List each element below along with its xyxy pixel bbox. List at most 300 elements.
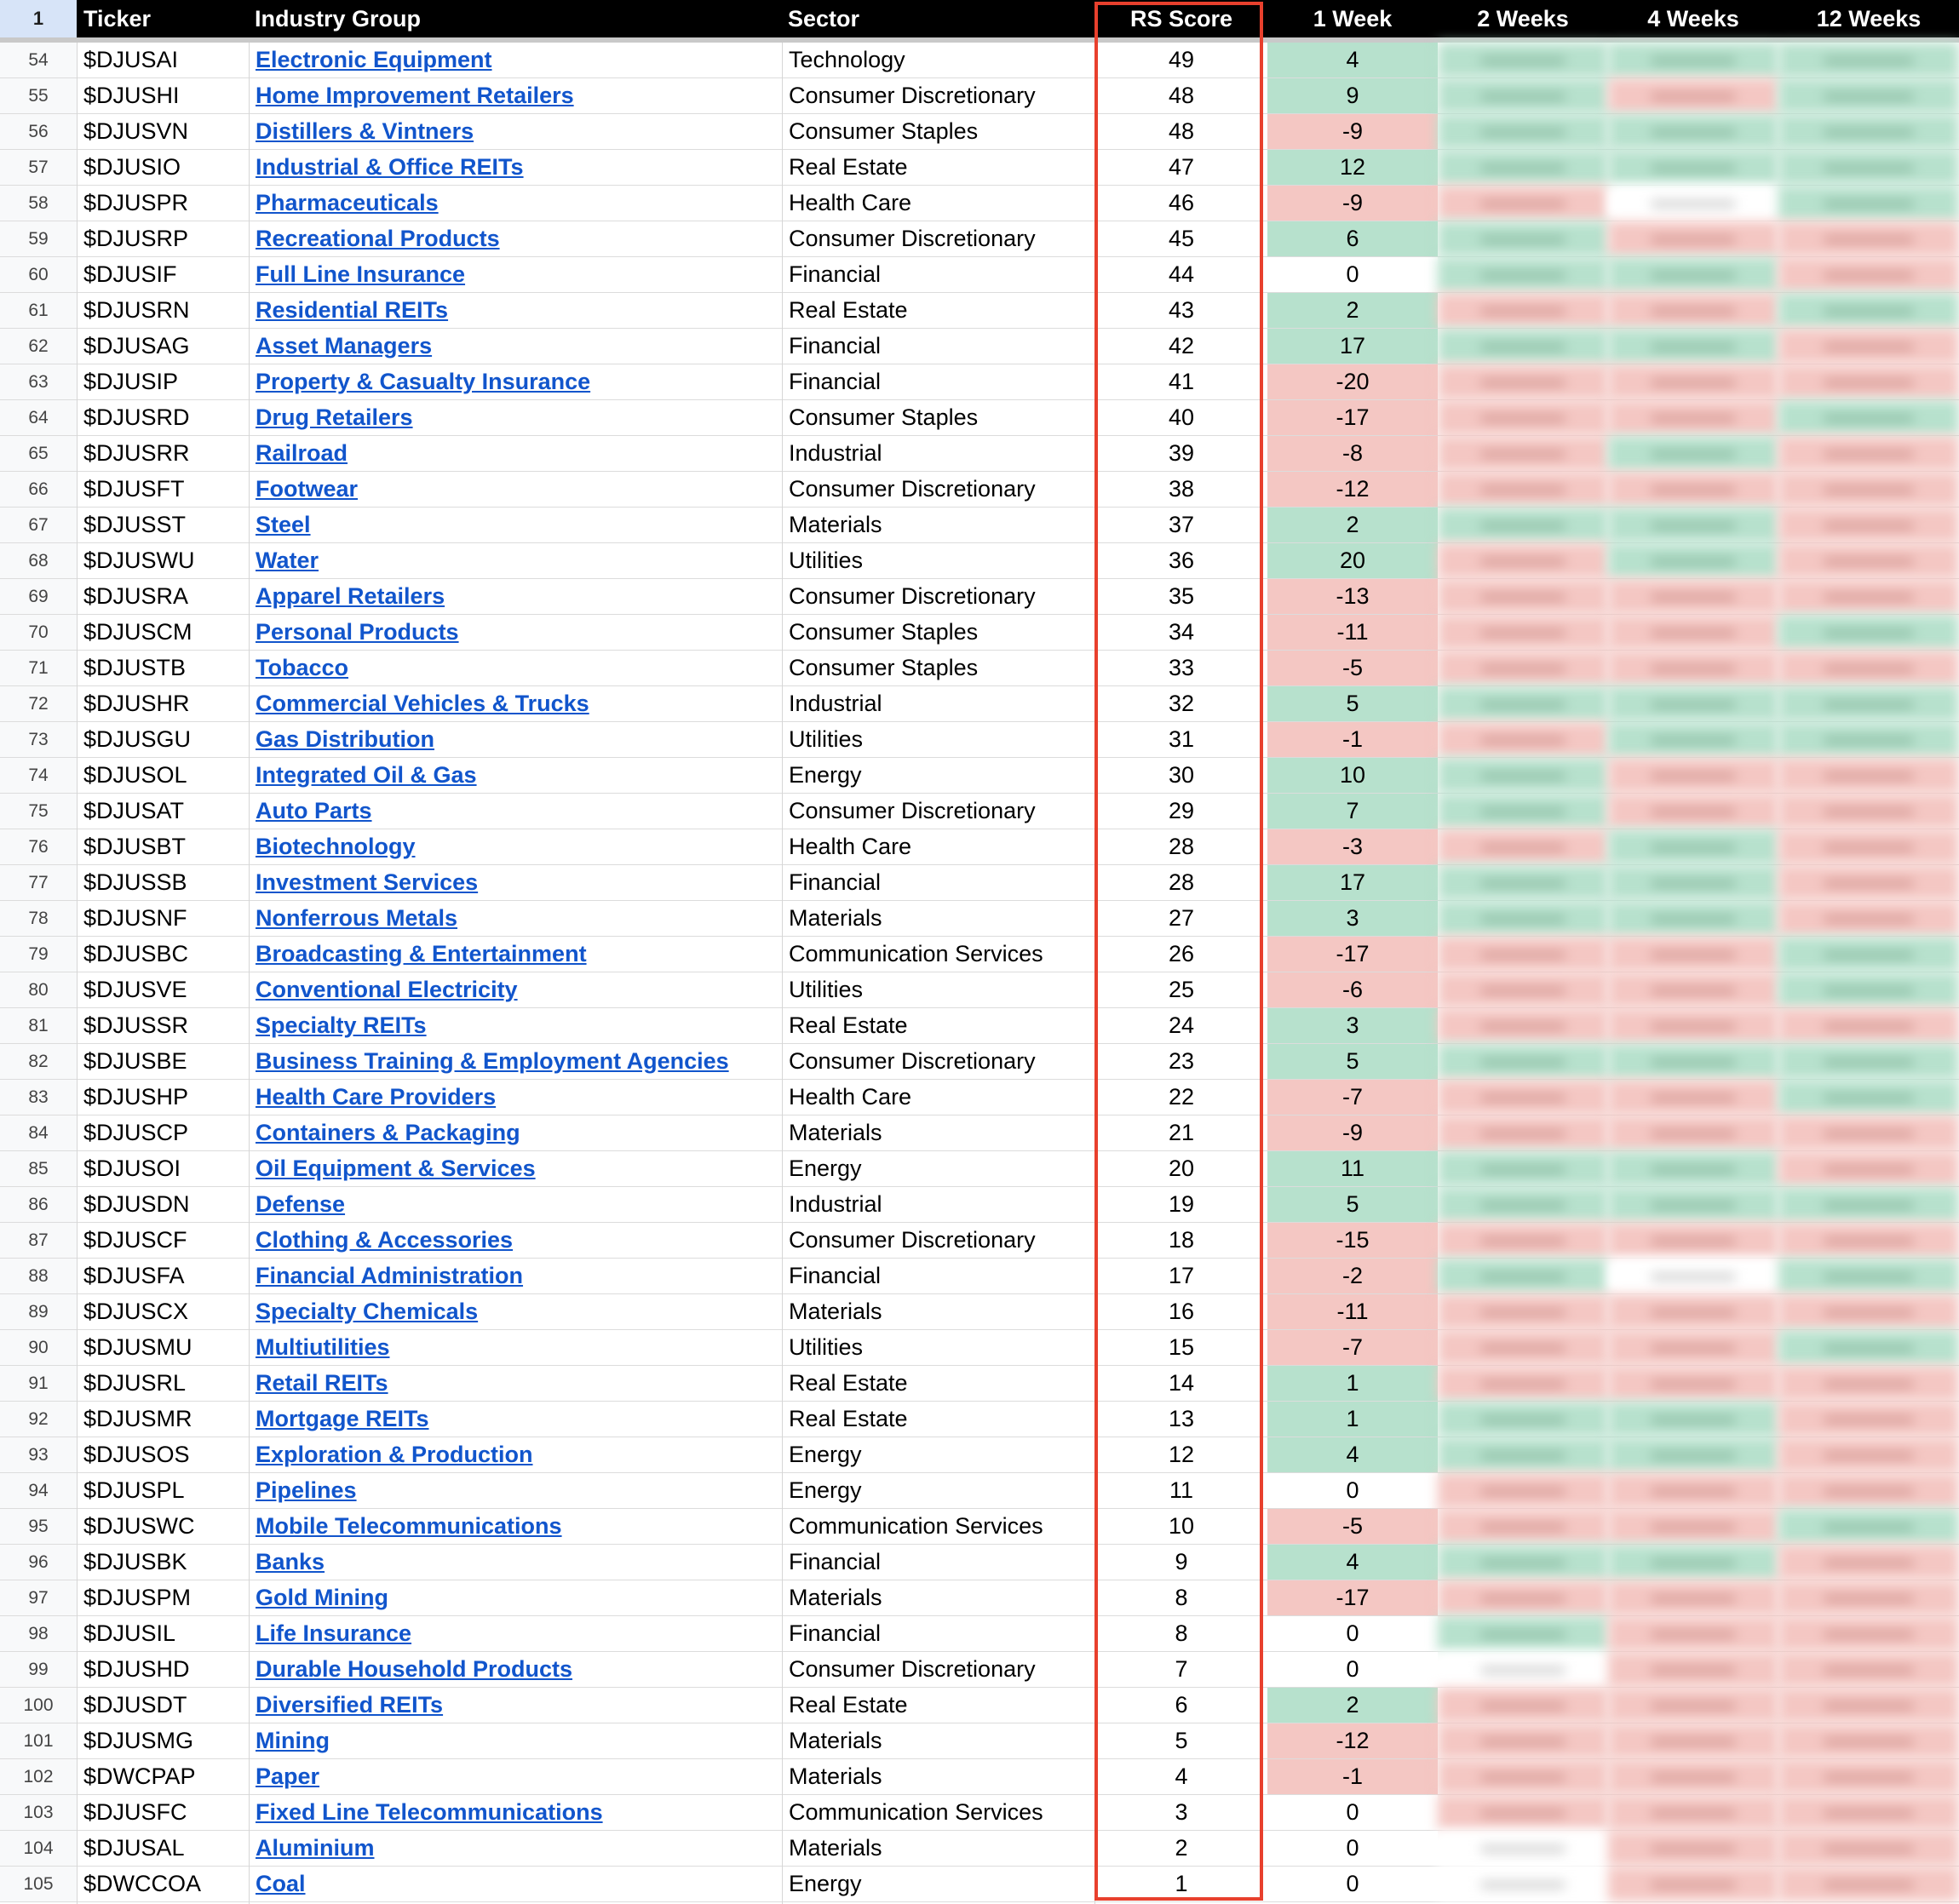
week1-change-cell[interactable]: -8 [1267,436,1438,471]
sector-cell[interactable]: Utilities [789,726,864,752]
row-number[interactable]: 68 [0,543,78,578]
ticker-cell[interactable]: $DJUSMR [83,1406,192,1431]
industry-group-link[interactable]: Full Line Insurance [256,261,466,287]
industry-group-link[interactable]: Pipelines [256,1477,357,1503]
ticker-cell[interactable]: $DJUSAG [83,333,190,358]
industry-group-cell[interactable] [256,1008,427,1043]
rs-score-cell[interactable]: 39 [1168,440,1195,466]
ticker-cell[interactable]: $DJUSCX [83,1299,189,1324]
week1-change-cell[interactable]: -20 [1267,364,1438,399]
table-row[interactable] [0,1652,1959,1688]
row-number[interactable]: 75 [0,794,78,829]
sector-cell[interactable]: Energy [789,762,862,788]
rs-score-cell[interactable]: 38 [1168,476,1195,502]
industry-group-cell[interactable] [256,221,500,256]
sector-cell[interactable]: Industrial [789,691,882,716]
industry-group-link[interactable]: Tobacco [256,655,349,680]
rs-score-cell[interactable]: 32 [1168,691,1195,716]
industry-group-link[interactable]: Drug Retailers [256,404,413,430]
week1-change-cell[interactable]: 0 [1267,1867,1438,1901]
row-number[interactable]: 104 [0,1831,78,1866]
table-row[interactable] [0,686,1959,722]
row-number[interactable]: 97 [0,1580,78,1615]
industry-group-link[interactable]: Gas Distribution [256,726,435,752]
rs-score-cell[interactable]: 35 [1168,583,1195,609]
row-number[interactable]: 70 [0,615,78,650]
sector-cell[interactable]: Communication Services [789,1513,1043,1539]
industry-group-link[interactable]: Durable Household Products [256,1656,573,1682]
ticker-cell[interactable]: $DJUSIF [83,261,177,287]
industry-group-cell[interactable] [256,1580,388,1615]
ticker-cell[interactable]: $DJUSBC [83,941,189,966]
industry-group-link[interactable]: Footwear [256,476,359,502]
row-number[interactable]: 66 [0,472,78,507]
table-row[interactable] [0,43,1959,78]
table-row[interactable] [0,1831,1959,1867]
table-row[interactable] [0,1080,1959,1115]
industry-group-cell[interactable] [256,436,348,471]
ticker-cell[interactable]: $DJUSRA [83,583,189,609]
table-row[interactable] [0,543,1959,579]
rs-score-cell[interactable]: 19 [1168,1191,1195,1217]
table-row[interactable] [0,651,1959,686]
week1-change-cell[interactable]: 10 [1267,758,1438,793]
week1-change-cell[interactable]: -13 [1267,579,1438,614]
table-row[interactable] [0,1151,1959,1187]
week1-change-cell[interactable]: 0 [1267,257,1438,292]
ticker-cell[interactable]: $DJUSIP [83,369,179,394]
table-row[interactable] [0,436,1959,472]
row-number[interactable]: 67 [0,508,78,542]
row-number[interactable]: 99 [0,1652,78,1687]
week1-change-cell[interactable]: -11 [1267,615,1438,650]
rs-score-cell[interactable]: 12 [1168,1442,1195,1467]
rs-score-cell[interactable]: 46 [1168,190,1195,215]
sector-cell[interactable]: Financial [789,1620,882,1646]
sector-cell[interactable]: Consumer Staples [789,118,979,144]
row-number[interactable]: 60 [0,257,78,292]
sector-cell[interactable]: Consumer Discretionary [789,1227,1036,1253]
week2-column-header[interactable]: 2 Weeks [1477,6,1569,32]
table-row[interactable] [0,1616,1959,1652]
industry-group-link[interactable]: Broadcasting & Entertainment [256,941,587,966]
rs-score-cell[interactable]: 28 [1168,869,1195,895]
industry-group-link[interactable]: Apparel Retailers [256,583,445,609]
rs-score-cell[interactable]: 24 [1168,1012,1195,1038]
table-row[interactable] [0,579,1959,615]
table-row[interactable] [0,1759,1959,1795]
ticker-cell[interactable]: $DJUSRD [83,404,190,430]
industry-group-cell[interactable] [256,508,311,542]
table-row[interactable] [0,400,1959,436]
week1-change-cell[interactable]: 1 [1267,1402,1438,1437]
table-row[interactable] [0,1437,1959,1473]
industry-group-cell[interactable] [256,651,348,685]
week1-change-cell[interactable]: 2 [1267,293,1438,328]
rs-score-cell[interactable]: 48 [1168,83,1195,108]
industry-group-link[interactable]: Diversified REITs [256,1692,444,1718]
industry-group-cell[interactable] [256,1867,306,1901]
ticker-cell[interactable]: $DJUSHD [83,1656,190,1682]
ticker-cell[interactable]: $DJUSHP [83,1084,189,1110]
ticker-cell[interactable]: $DJUSCM [83,619,192,645]
row-number[interactable]: 59 [0,221,78,256]
table-row[interactable] [0,1044,1959,1080]
week1-change-cell[interactable]: -12 [1267,472,1438,507]
ticker-cell[interactable]: $DJUSCF [83,1227,187,1253]
week1-change-cell[interactable]: 0 [1267,1652,1438,1687]
rs-score-cell[interactable]: 17 [1168,1263,1195,1288]
rs-score-cell[interactable]: 30 [1168,762,1195,788]
week1-change-cell[interactable]: -12 [1267,1723,1438,1758]
rs-score-cell[interactable]: 37 [1168,512,1195,537]
sector-cell[interactable]: Consumer Discretionary [789,583,1036,609]
sector-cell[interactable]: Real Estate [789,1370,908,1396]
ticker-cell[interactable]: $DJUSGU [83,726,192,752]
table-row[interactable] [0,758,1959,794]
industry-group-cell[interactable] [256,1044,729,1079]
row-number[interactable]: 79 [0,937,78,972]
row-number[interactable]: 84 [0,1115,78,1150]
industry-group-cell[interactable] [256,1652,572,1687]
row-number[interactable]: 57 [0,150,78,185]
row-number[interactable]: 82 [0,1044,78,1079]
sector-cell[interactable]: Utilities [789,548,864,573]
industry-group-cell[interactable] [256,865,478,900]
row-number[interactable]: 92 [0,1402,78,1437]
row-number[interactable]: 78 [0,901,78,936]
sector-cell[interactable]: Real Estate [789,1406,908,1431]
ticker-column-header[interactable]: Ticker [83,6,152,32]
week1-change-cell[interactable]: -11 [1267,1294,1438,1329]
table-row[interactable] [0,1294,1959,1330]
row-number[interactable]: 89 [0,1294,78,1329]
sector-cell[interactable]: Consumer Discretionary [789,226,1036,251]
sector-cell[interactable]: Communication Services [789,941,1043,966]
rs-score-cell[interactable]: 40 [1168,404,1195,430]
rs-score-cell[interactable]: 49 [1168,47,1195,72]
rs-score-cell[interactable]: 33 [1168,655,1195,680]
rs-score-cell[interactable]: 8 [1175,1585,1188,1610]
industry-group-cell[interactable] [256,937,587,972]
industry-group-cell[interactable] [256,257,465,292]
industry-group-cell[interactable] [256,1473,357,1508]
rs-score-cell[interactable]: 10 [1168,1513,1195,1539]
industry-group-link[interactable]: Pharmaceuticals [256,190,439,215]
ticker-cell[interactable]: $DJUSSB [83,869,187,895]
week1-change-cell[interactable]: 0 [1267,1795,1438,1830]
rs-score-cell[interactable]: 26 [1168,941,1195,966]
industry-group-link[interactable]: Home Improvement Retailers [256,83,574,108]
rs-score-cell[interactable]: 41 [1168,369,1195,394]
week1-change-cell[interactable]: 1 [1267,1366,1438,1401]
table-row[interactable] [0,364,1959,400]
table-row[interactable] [0,1259,1959,1294]
week1-change-cell[interactable]: 3 [1267,1008,1438,1043]
sector-cell[interactable]: Real Estate [789,154,908,180]
row-number[interactable]: 95 [0,1509,78,1544]
industry-group-link[interactable]: Conventional Electricity [256,977,518,1002]
industry-group-link[interactable]: Life Insurance [256,1620,412,1646]
rs-score-cell[interactable]: 11 [1169,1477,1194,1503]
row-number[interactable]: 65 [0,436,78,471]
industry-group-link[interactable]: Containers & Packaging [256,1120,520,1145]
row-number[interactable]: 93 [0,1437,78,1472]
ticker-cell[interactable]: $DJUSHR [83,691,190,716]
industry-group-cell[interactable] [256,1294,478,1329]
industry-group-cell[interactable] [256,1616,411,1651]
industry-group-cell[interactable] [256,364,590,399]
table-row[interactable] [0,1223,1959,1259]
ticker-cell[interactable]: $DJUSSR [83,1012,189,1038]
table-row[interactable] [0,114,1959,150]
week1-change-cell[interactable]: -1 [1267,1759,1438,1794]
sector-cell[interactable]: Materials [789,1835,882,1861]
ticker-cell[interactable]: $DJUSAI [83,47,179,72]
sector-cell[interactable]: Industrial [789,1191,882,1217]
industry-group-link[interactable]: Health Care Providers [256,1084,497,1110]
row-number[interactable]: 100 [0,1688,78,1723]
ticker-cell[interactable]: $DJUSRR [83,440,190,466]
row-number-header[interactable]: 1 [0,0,77,37]
industry-group-link[interactable]: Commercial Vehicles & Trucks [256,691,589,716]
industry-group-cell[interactable] [256,1259,523,1293]
table-row[interactable] [0,472,1959,508]
industry-group-link[interactable]: Nonferrous Metals [256,905,458,931]
industry-group-link[interactable]: Defense [256,1191,346,1217]
sector-cell[interactable]: Financial [789,333,882,358]
sector-cell[interactable]: Real Estate [789,1012,908,1038]
industry-group-cell[interactable] [256,150,524,185]
table-row[interactable] [0,293,1959,329]
ticker-cell[interactable]: $DJUSIO [83,154,181,180]
sector-cell[interactable]: Consumer Discretionary [789,83,1036,108]
rs-score-cell[interactable]: 42 [1168,333,1195,358]
industry-group-cell[interactable] [256,543,319,578]
sector-cell[interactable]: Technology [789,47,905,72]
table-row[interactable] [0,972,1959,1008]
rs-score-cell[interactable]: 18 [1168,1227,1195,1253]
rs-score-cell[interactable]: 14 [1168,1370,1195,1396]
rs-score-cell[interactable]: 4 [1175,1763,1188,1789]
week1-change-cell[interactable]: 17 [1267,865,1438,900]
industry-group-link[interactable]: Biotechnology [256,834,416,859]
industry-group-cell[interactable] [256,1509,562,1544]
week1-change-cell[interactable]: 0 [1267,1831,1438,1866]
industry-group-cell[interactable] [256,829,416,864]
ticker-cell[interactable]: $DJUSIL [83,1620,176,1646]
rs-score-cell[interactable]: 21 [1168,1120,1195,1145]
table-row[interactable] [0,150,1959,186]
table-row[interactable] [0,1187,1959,1223]
industry-group-link[interactable]: Auto Parts [256,798,372,823]
week1-change-cell[interactable]: 0 [1267,1616,1438,1651]
industry-group-link[interactable]: Exploration & Production [256,1442,533,1467]
week1-change-cell[interactable]: 5 [1267,1187,1438,1222]
industry-group-cell[interactable] [256,901,457,936]
industry-group-link[interactable]: Railroad [256,440,348,466]
row-number[interactable]: 76 [0,829,78,864]
table-row[interactable] [0,1509,1959,1545]
week12-column-header[interactable]: 12 Weeks [1816,6,1922,32]
industry-group-cell[interactable] [256,972,518,1007]
week1-change-cell[interactable]: -5 [1267,651,1438,685]
row-number[interactable]: 91 [0,1366,78,1401]
week1-change-cell[interactable]: -17 [1267,400,1438,435]
rs-score-cell[interactable]: 13 [1168,1406,1195,1431]
industry-group-link[interactable]: Financial Administration [256,1263,524,1288]
row-number[interactable]: 88 [0,1259,78,1293]
table-row[interactable] [0,1366,1959,1402]
week1-change-cell[interactable]: -9 [1267,1115,1438,1150]
rs-score-cell[interactable]: 6 [1175,1692,1188,1718]
industry-group-link[interactable]: Paper [256,1763,320,1789]
table-row[interactable] [0,1545,1959,1580]
sector-cell[interactable]: Real Estate [789,1692,908,1718]
industry-group-link[interactable]: Mortgage REITs [256,1406,429,1431]
industry-group-cell[interactable] [256,1831,375,1866]
ticker-cell[interactable]: $DJUSAT [83,798,185,823]
industry-group-link[interactable]: Mining [256,1728,330,1753]
ticker-cell[interactable]: $DJUSRN [83,297,190,323]
sector-column-header[interactable]: Sector [788,6,860,32]
industry-group-cell[interactable] [256,615,459,650]
sector-cell[interactable]: Materials [789,905,882,931]
week1-change-cell[interactable]: -17 [1267,1580,1438,1615]
industry-group-cell[interactable] [256,686,589,721]
week1-change-cell[interactable]: 5 [1267,1044,1438,1079]
ticker-cell[interactable]: $DJUSDN [83,1191,190,1217]
table-row[interactable] [0,722,1959,758]
sector-cell[interactable]: Utilities [789,977,864,1002]
sector-cell[interactable]: Consumer Discretionary [789,1048,1036,1074]
industry-group-cell[interactable] [256,1366,388,1401]
week1-change-cell[interactable]: -7 [1267,1080,1438,1115]
table-row[interactable] [0,1688,1959,1723]
industry-group-link[interactable]: Specialty Chemicals [256,1299,479,1324]
ticker-cell[interactable]: $DJUSMU [83,1334,192,1360]
ticker-cell[interactable]: $DJUSVE [83,977,187,1002]
industry-group-cell[interactable] [256,329,432,364]
sector-cell[interactable]: Financial [789,869,882,895]
rs-score-cell[interactable]: 34 [1168,619,1195,645]
industry-group-link[interactable]: Integrated Oil & Gas [256,762,477,788]
industry-group-link[interactable]: Investment Services [256,869,479,895]
row-number[interactable]: 80 [0,972,78,1007]
ticker-cell[interactable]: $DJUSPL [83,1477,185,1503]
row-number[interactable]: 101 [0,1723,78,1758]
sector-cell[interactable]: Materials [789,1728,882,1753]
week1-change-cell[interactable]: 12 [1267,150,1438,185]
sector-cell[interactable]: Materials [789,1763,882,1789]
rs-score-cell[interactable]: 43 [1168,297,1195,323]
ticker-cell[interactable]: $DJUSWU [83,548,195,573]
sector-cell[interactable]: Energy [789,1156,862,1181]
industry-group-link[interactable]: Asset Managers [256,333,433,358]
week1-change-cell[interactable]: -17 [1267,937,1438,972]
industry-group-cell[interactable] [256,43,492,77]
rs-score-cell[interactable]: 3 [1175,1799,1188,1825]
rs-score-cell[interactable]: 48 [1168,118,1195,144]
row-number[interactable]: 72 [0,686,78,721]
rs-score-cell[interactable]: 31 [1168,726,1195,752]
ticker-cell[interactable]: $DJUSBE [83,1048,187,1074]
industry-group-cell[interactable] [256,1223,513,1258]
table-row[interactable] [0,1330,1959,1366]
industry-group-link[interactable]: Multiutilities [256,1334,390,1360]
industry-group-cell[interactable] [256,186,439,221]
industry-group-link[interactable]: Specialty REITs [256,1012,427,1038]
ticker-cell[interactable]: $DJUSVN [83,118,189,144]
ticker-cell[interactable]: $DJUSAL [83,1835,185,1861]
week1-change-cell[interactable]: -5 [1267,1509,1438,1544]
week1-change-cell[interactable]: -15 [1267,1223,1438,1258]
ticker-cell[interactable]: $DJUSFT [83,476,185,502]
table-row[interactable] [0,78,1959,114]
table-row[interactable] [0,1008,1959,1044]
industry-group-link[interactable]: Banks [256,1549,325,1574]
week1-change-cell[interactable]: -9 [1267,186,1438,221]
week1-change-cell[interactable]: 2 [1267,1688,1438,1723]
sector-cell[interactable]: Energy [789,1477,862,1503]
industry-group-cell[interactable] [256,400,413,435]
industry-group-link[interactable]: Personal Products [256,619,459,645]
rs-score-cell[interactable]: 36 [1168,548,1195,573]
industry-group-link[interactable]: Retail REITs [256,1370,388,1396]
sector-cell[interactable]: Financial [789,261,882,287]
row-number[interactable]: 74 [0,758,78,793]
table-row[interactable] [0,1723,1959,1759]
week1-change-cell[interactable]: -1 [1267,722,1438,757]
table-row[interactable] [0,1473,1959,1509]
ticker-cell[interactable]: $DJUSOL [83,762,187,788]
sector-cell[interactable]: Health Care [789,1084,912,1110]
sector-cell[interactable]: Industrial [789,440,882,466]
industry-group-link[interactable]: Water [256,548,319,573]
table-row[interactable] [0,508,1959,543]
ticker-cell[interactable]: $DJUSPR [83,190,189,215]
industry-group-cell[interactable] [256,579,445,614]
ticker-cell[interactable]: $DJUSFC [83,1799,187,1825]
row-number[interactable]: 98 [0,1616,78,1651]
row-number[interactable]: 55 [0,78,78,113]
ticker-cell[interactable]: $DJUSST [83,512,187,537]
row-number[interactable]: 85 [0,1151,78,1186]
table-row[interactable] [0,794,1959,829]
industry-group-link[interactable]: Business Training & Employment Agencies [256,1048,729,1074]
week1-change-cell[interactable]: 4 [1267,43,1438,77]
week1-change-cell[interactable]: 6 [1267,221,1438,256]
ticker-cell[interactable]: $DJUSOS [83,1442,190,1467]
industry-group-link[interactable]: Mobile Telecommunications [256,1513,562,1539]
industry-group-cell[interactable] [256,1115,520,1150]
row-number[interactable]: 64 [0,400,78,435]
week1-change-cell[interactable]: -9 [1267,114,1438,149]
table-row[interactable] [0,901,1959,937]
industry-group-link[interactable]: Steel [256,512,311,537]
sector-cell[interactable]: Utilities [789,1334,864,1360]
table-row[interactable] [0,1402,1959,1437]
industry-group-link[interactable]: Recreational Products [256,226,500,251]
rs-score-cell[interactable]: 23 [1168,1048,1195,1074]
industry-group-link[interactable]: Electronic Equipment [256,47,492,72]
rs-score-cell[interactable]: 27 [1168,905,1195,931]
week1-change-cell[interactable]: 7 [1267,794,1438,829]
ticker-cell[interactable]: $DJUSOI [83,1156,181,1181]
row-number[interactable]: 87 [0,1223,78,1258]
sector-cell[interactable]: Energy [789,1871,862,1896]
week1-change-cell[interactable]: 4 [1267,1545,1438,1580]
